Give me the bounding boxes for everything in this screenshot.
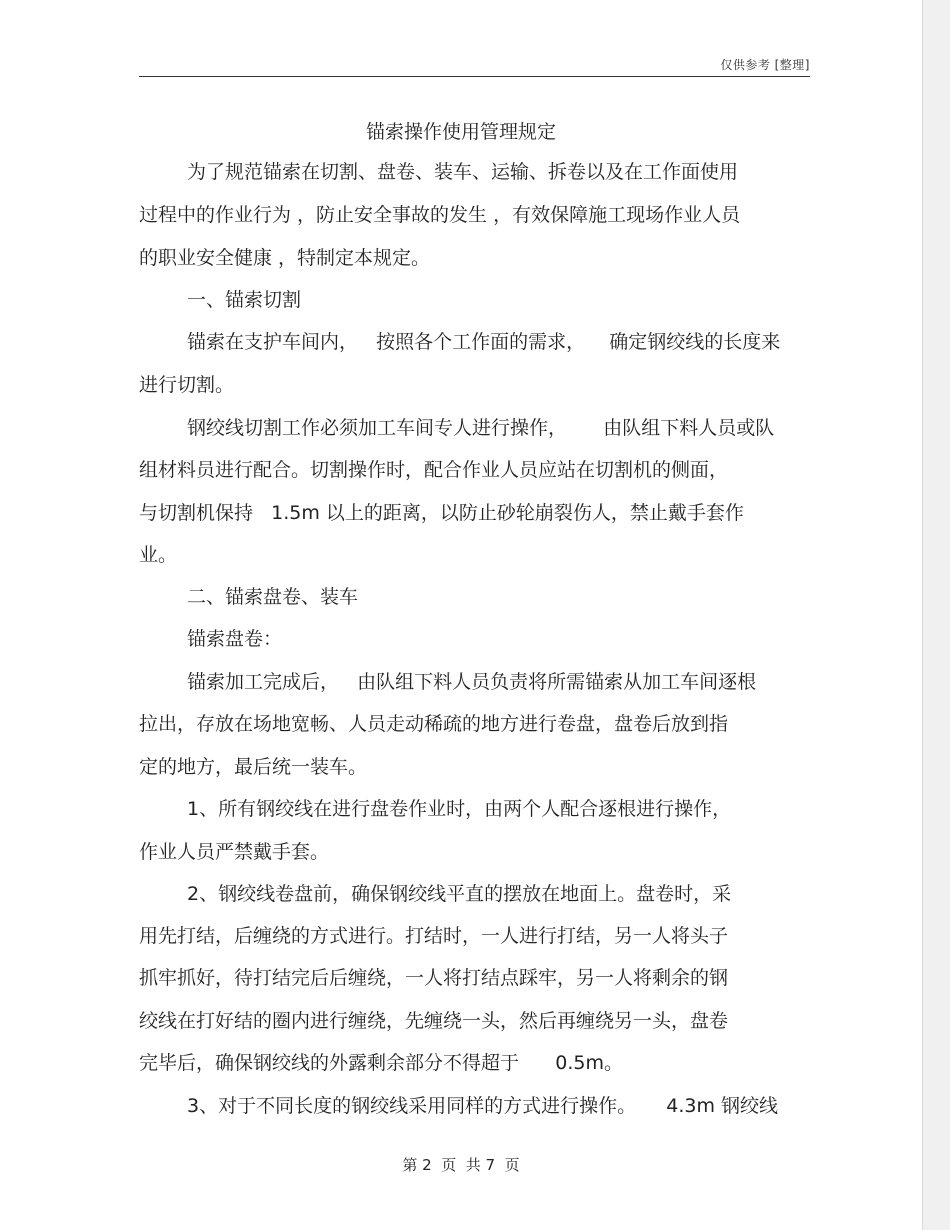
body-line: 锚索加工完成后， 由队组下料人员负责将所需锚索从加工车间逐根 bbox=[187, 671, 757, 693]
body-line: 业。 bbox=[139, 544, 178, 566]
body-line: 3、对于不同长度的钢绞线采用同样的方式进行操作。 4.3m 钢绞线 bbox=[187, 1095, 779, 1117]
body-line: 锚索在支护车间内， 按照各个工作面的需求， 确定钢绞线的长度来 bbox=[187, 331, 781, 353]
body-line: 组材料员进行配合。切割操作时，配合作业人员应站在切割机的侧面， bbox=[139, 459, 729, 481]
document-title: 锚索操作使用管理规定 bbox=[365, 121, 556, 143]
body-line: 用先打结，后缠绕的方式进行。打结时，一人进行打结，另一人将头子 bbox=[139, 925, 729, 947]
body-line: 进行切割。 bbox=[139, 374, 235, 396]
body-line: 钢绞线切割工作必须加工车间专人进行操作， 由队组下料人员或队 bbox=[187, 417, 775, 439]
body-line: 1、所有钢绞线在进行盘卷作业时，由两个人配合逐根进行操作， bbox=[187, 798, 732, 820]
page-number: 第 2 页 共 7 页 bbox=[402, 1156, 520, 1174]
body-line: 定的地方，最后统一装车。 bbox=[139, 756, 368, 778]
body-line: 过程中的作业行为 ，防止安全事故的发生 ，有效保障施工现场作业人员 bbox=[139, 204, 741, 226]
body-line: 作业人员严禁戴手套。 bbox=[139, 841, 330, 863]
section-heading: 一、锚索切割 bbox=[187, 289, 302, 311]
sub-heading: 锚索盘卷： bbox=[187, 628, 283, 650]
viewer-background bbox=[923, 0, 950, 1230]
header-note: 仅供参考 [整理] bbox=[720, 58, 810, 72]
body-line: 完毕后，确保钢绞线的外露剩余部分不得超于 0.5m。 bbox=[139, 1052, 623, 1074]
body-line: 拉出，存放在场地宽畅、人员走动稀疏的地方进行卷盘，盘卷后放到指 bbox=[139, 713, 729, 735]
body-line: 与切割机保持 1.5m 以上的距离，以防止砂轮崩裂伤人，禁止戴手套作 bbox=[139, 502, 744, 524]
body-line: 为了规范锚索在切割、盘卷、装车、运输、拆卷以及在工作面使用 bbox=[187, 161, 739, 183]
body-line: 2、钢绞线卷盘前，确保钢绞线平直的摆放在地面上。盘卷时，采 bbox=[187, 883, 732, 905]
body-line: 抓牢抓好，待打结完后后缠绕，一人将打结点踩牢，另一人将剩余的钢 bbox=[139, 967, 729, 989]
header-rule bbox=[139, 76, 810, 77]
body-line: 的职业安全健康 ，特制定本规定。 bbox=[139, 247, 431, 269]
body-line: 绞线在打好结的圈内进行缠绕，先缠绕一头，然后再缠绕另一头，盘卷 bbox=[139, 1010, 729, 1032]
section-heading: 二、锚索盘卷、装车 bbox=[187, 586, 359, 608]
